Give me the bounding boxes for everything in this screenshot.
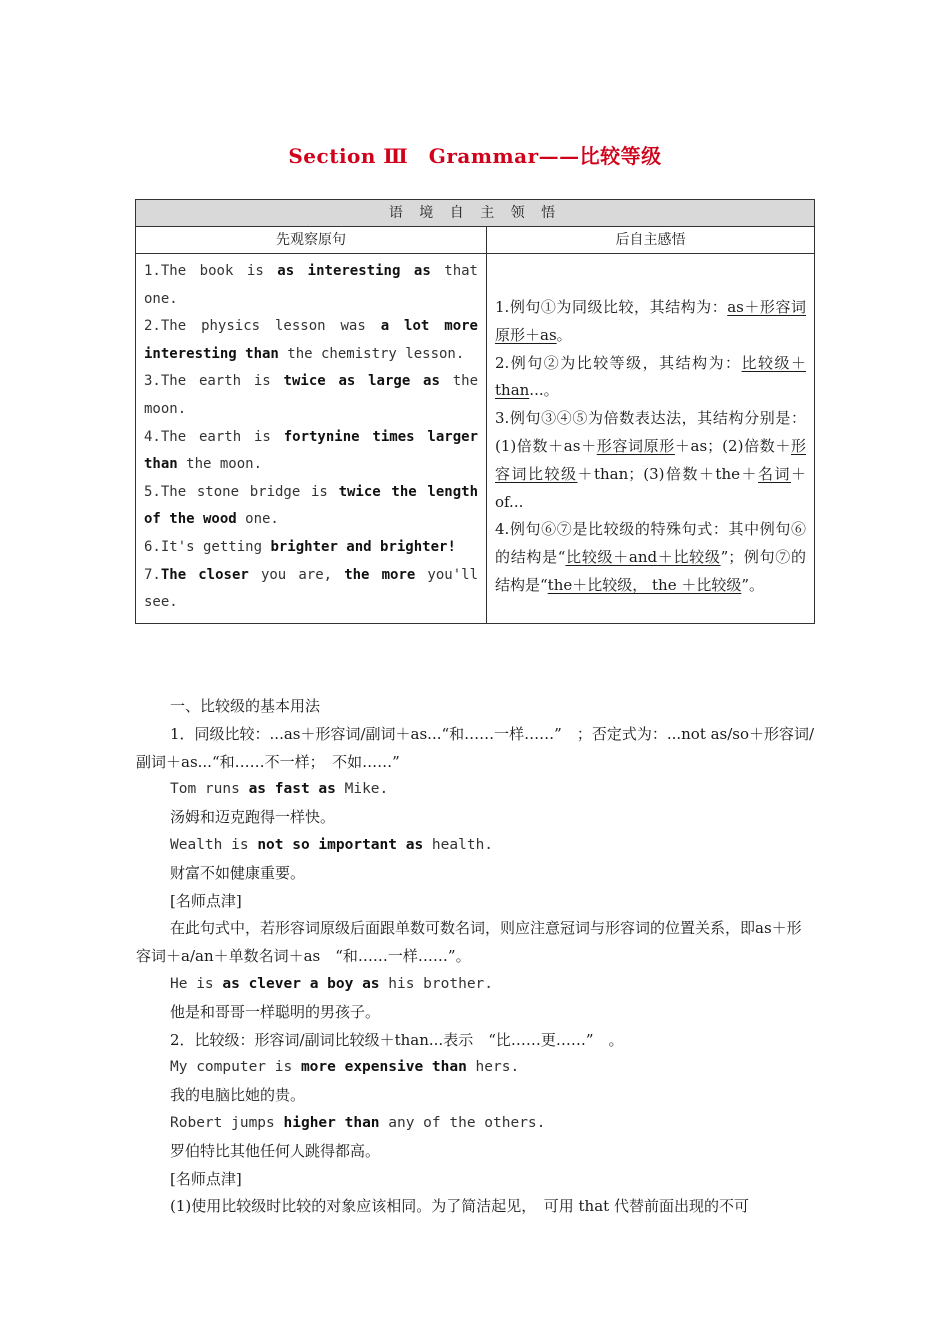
- body-text: [136, 693, 816, 1221]
- note-item: 2.例句②为比较等级，其结构为：比较级＋than...。: [495, 353, 806, 400]
- example-sentence: 2.The physics lesson was a lot more interesting than the chemistry lesson.: [144, 318, 478, 362]
- tip-label: [名师点津]: [170, 1169, 242, 1188]
- paragraph: (1)使用比较级时比较的对象应该相同。为了简洁起见， 可用 that 代替前面出现的不可: [170, 1197, 749, 1216]
- example-sentence: My computer is more expensive than hers.: [170, 1059, 520, 1076]
- note-item: 4.例句⑥⑦是比较级的特殊句式：其中例句⑥的结构是“比较级＋and＋比较级”；例句⑦的结构是“the＋比较级， the ＋比较级”。: [495, 520, 806, 594]
- paragraph: 1．同级比较：...as＋形容词/副词＋as...“和……一样……” ；否定式为：...not as/so＋形容词/副词＋as...“和……不一样； 不如……”: [136, 724, 815, 771]
- translation: 他是和哥哥一样聪明的男孩子。: [170, 1002, 381, 1021]
- example-sentence: Tom runs as fast as Mike.: [170, 781, 389, 798]
- example-sentence: 5.The stone bridge is twice the length of the wood one.: [144, 483, 479, 528]
- paragraph: 在此句式中，若形容词原级后面跟单数可数名词，则应注意冠词与形容词的位置关系，即as＋形容词＋a/an＋单数名词＋as “和……一样……”。: [136, 919, 802, 966]
- column-header-right: 后自主感悟: [487, 227, 815, 254]
- translation: 罗伯特比其他任何人跳得都高。: [170, 1141, 381, 1160]
- example-sentence: 4.The earth is fortynine times larger than the moon.: [144, 428, 479, 473]
- page-title: Section Ⅲ Grammar——比较等级: [288, 144, 662, 168]
- example-sentence: He is as clever a boy as his brother.: [170, 975, 494, 992]
- example-sentence: 1.The book is as interesting as that one.: [144, 263, 478, 307]
- grammar-table: [135, 199, 815, 624]
- table-header: 语 境 自 主 领 悟: [136, 200, 815, 227]
- translation: 我的电脑比她的贵。: [170, 1086, 306, 1105]
- note-item: 1.例句①为同级比较，其结构为：as＋形容词原形＋as。: [495, 298, 806, 344]
- example-sentence: Wealth is not so important as health.: [170, 836, 494, 853]
- translation: 汤姆和迈克跑得一样快。: [170, 808, 336, 827]
- example-sentences-cell: [136, 254, 487, 624]
- example-sentence: Robert jumps higher than any of the others.: [170, 1114, 546, 1131]
- translation: 财富不如健康重要。: [170, 863, 306, 882]
- section-heading: 一、比较级的基本用法: [170, 697, 321, 715]
- column-header-left: 先观察原句: [136, 227, 487, 254]
- note-item: 3.例句③④⑤为倍数表达法，其结构分别是：(1)倍数＋as＋形容词原形＋as；(2)倍数＋形容词比较级＋than；(3)倍数＋the＋名词＋of...: [495, 409, 806, 511]
- example-sentence: 3.The earth is twice as large as the moon.: [144, 373, 479, 417]
- example-sentence: 7.The closer you are, the more you'll see.: [144, 566, 478, 611]
- tip-label: [名师点津]: [170, 891, 242, 910]
- example-sentence: 6.It's getting brighter and brighter!: [144, 538, 456, 555]
- grammar-notes-cell: [487, 254, 815, 624]
- paragraph: 2．比较级：形容词/副词比较级＋than...表示 “比……更……” 。: [170, 1030, 624, 1049]
